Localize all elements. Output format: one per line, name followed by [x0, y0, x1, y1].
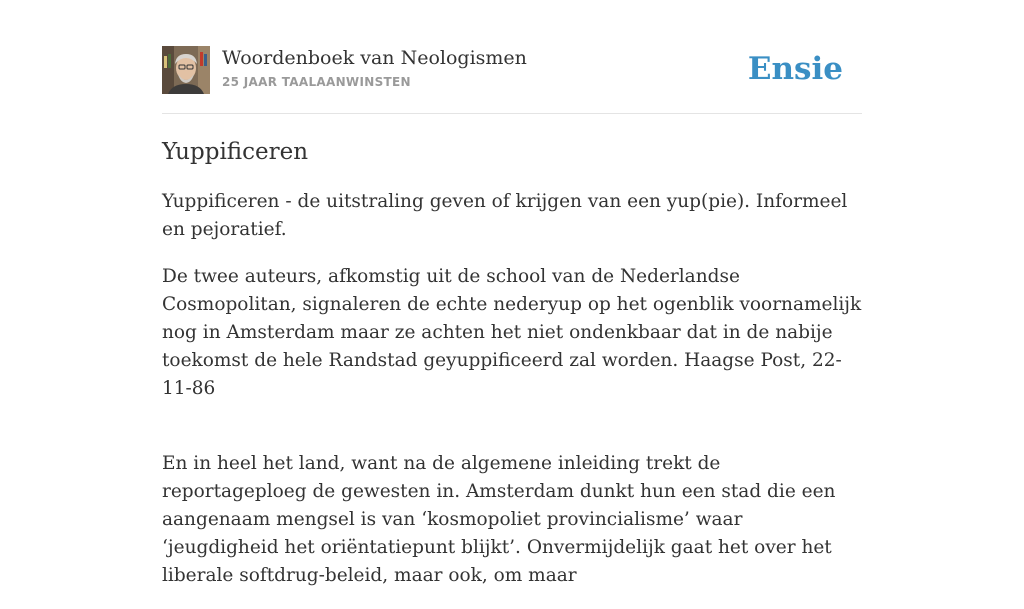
ensie-logo-link[interactable]: Ensie	[747, 51, 843, 87]
header-divider	[162, 113, 862, 114]
quote-spacer	[162, 422, 862, 450]
article-content	[162, 136, 862, 609]
avatar-portrait-icon	[162, 46, 210, 94]
author-name[interactable]: Woordenboek van Neologismen	[222, 47, 527, 69]
author-tagline: 25 JAAR TAALAANWINSTEN	[222, 75, 411, 89]
site-header	[162, 46, 862, 96]
article-definition: Yuppificeren - de uitstraling geven of krijgen van een yup(pie). Informeel en pejoratief.	[162, 191, 848, 240]
author-block	[222, 47, 527, 90]
author-avatar[interactable]	[162, 46, 210, 94]
article-quote-2: En in heel het land, want na de algemene inleiding trekt de reportageploeg de gewesten in. Amsterdam dunkt hun een stad die een aangenaam mengsel is van ‘kosmopoliet provincialisme’ waar ‘jeugdigheid het oriëntatiepunt blijkt’. Onvermijdelijk gaat het over het liberale softdrug-beleid, maar ook, om maar	[162, 453, 836, 586]
article-quote-1: De twee auteurs, afkomstig uit de school van de Nederlandse Cosmopolitan, signaleren de echte nederyup op het ogenblik voornamelijk nog in Amsterdam maar ze achten het niet ondenkbaar dat in de nabije toekomst de hele Randstad geyuppificeerd zal worden. Haagse Post, 22-11-86	[162, 266, 862, 399]
article-title: Yuppificeren	[162, 139, 309, 165]
